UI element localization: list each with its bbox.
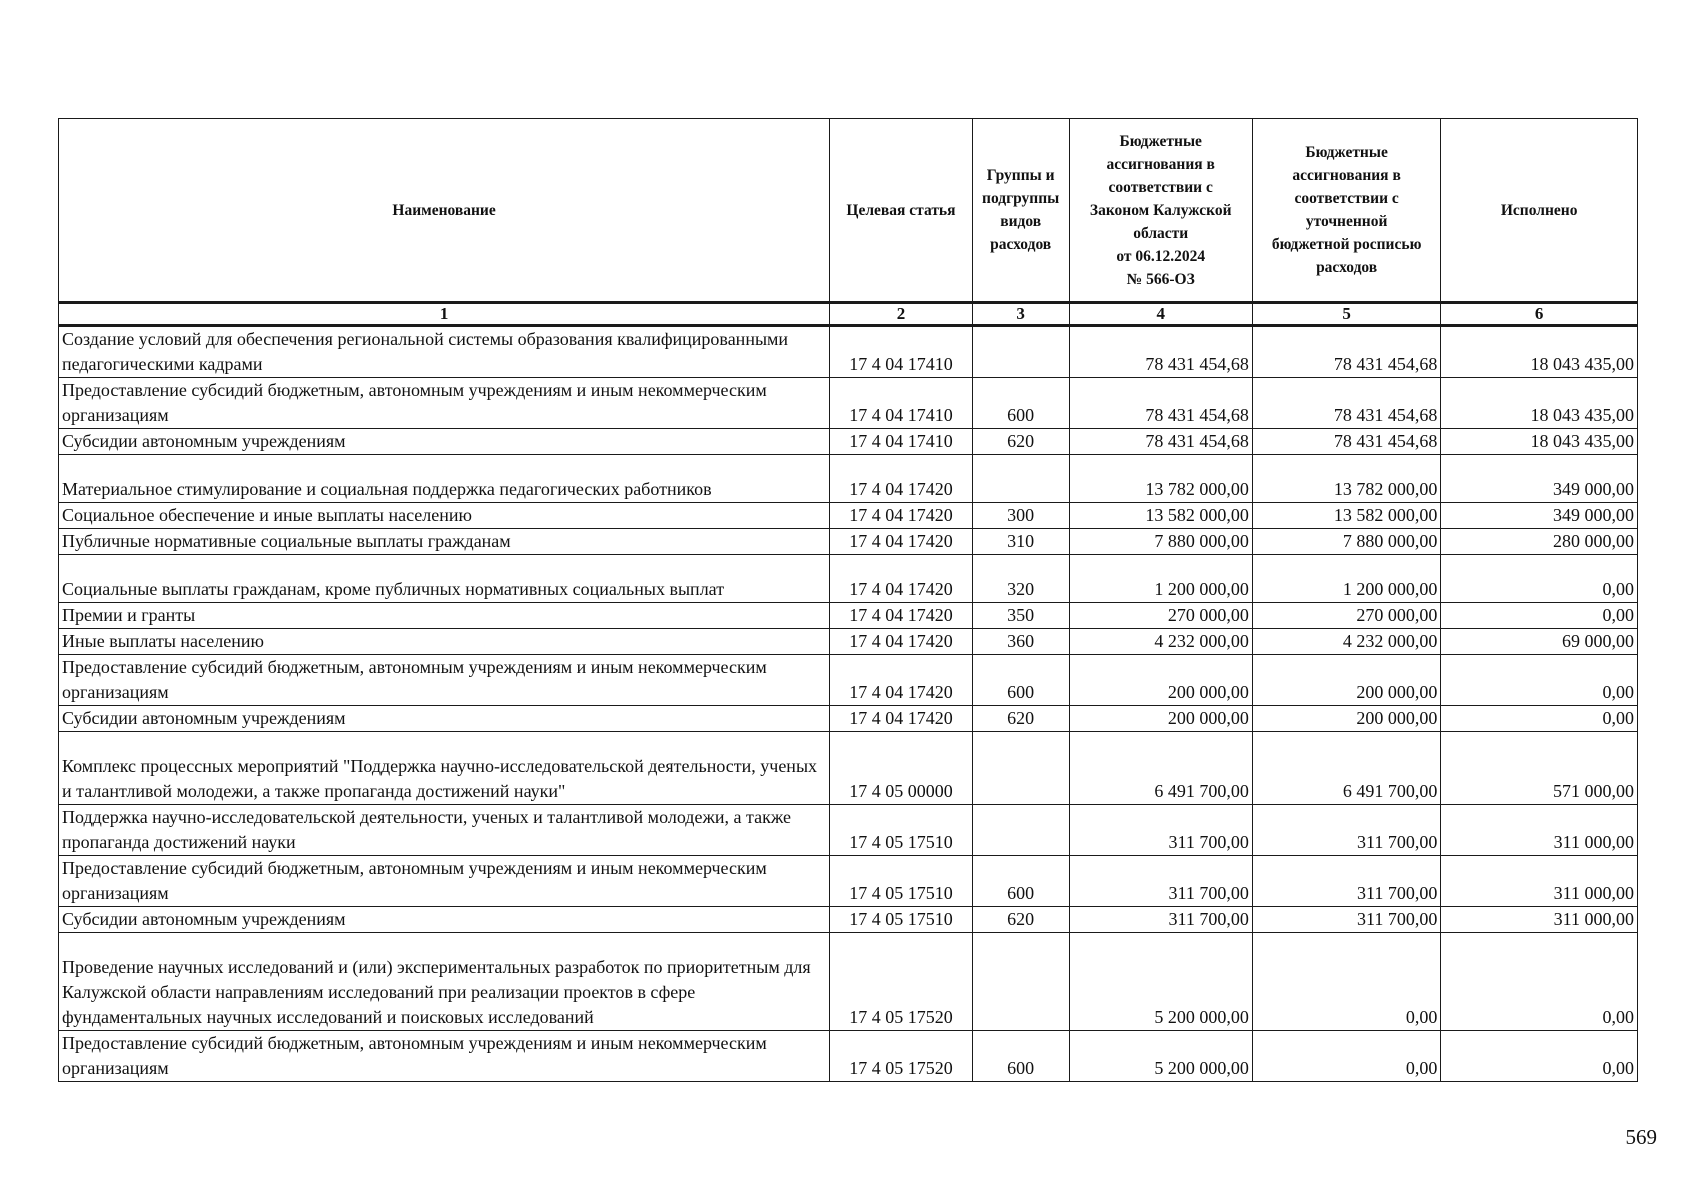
cell-name: Предоставление субсидий бюджетным, автономным учреждениям и иным некоммерческим организациям bbox=[59, 378, 830, 429]
table-row bbox=[59, 555, 1638, 603]
table-row bbox=[59, 326, 1638, 378]
cell-name: Субсидии автономным учреждениям bbox=[59, 706, 830, 732]
cell-name: Материальное стимулирование и социальная поддержка педагогических работников bbox=[59, 455, 830, 503]
cell-executed-amount: 0,00 bbox=[1441, 706, 1638, 732]
header-refined-appropriations bbox=[1252, 119, 1440, 303]
table-row bbox=[59, 455, 1638, 503]
cell-target-article: 17 4 04 17420 bbox=[830, 603, 973, 629]
budget-table-sheet bbox=[58, 118, 1638, 1082]
header-law-appropriations bbox=[1069, 119, 1252, 303]
cell-target-article: 17 4 05 17510 bbox=[830, 805, 973, 856]
header-executed: Исполнено bbox=[1441, 119, 1638, 303]
cell-refined-amount: 7 880 000,00 bbox=[1252, 529, 1440, 555]
cell-refined-amount: 311 700,00 bbox=[1252, 856, 1440, 907]
cell-expense-group: 600 bbox=[972, 378, 1069, 429]
cell-law-amount: 200 000,00 bbox=[1069, 706, 1252, 732]
cell-name: Субсидии автономным учреждениям bbox=[59, 429, 830, 455]
cell-refined-amount: 200 000,00 bbox=[1252, 706, 1440, 732]
header-law-line: Законом Калужской bbox=[1089, 201, 1232, 219]
cell-executed-amount: 18 043 435,00 bbox=[1441, 429, 1638, 455]
cell-target-article: 17 4 04 17420 bbox=[830, 655, 973, 706]
table-row bbox=[59, 655, 1638, 706]
header-refined-line: уточненной bbox=[1305, 213, 1388, 230]
cell-name: Социальные выплаты гражданам, кроме публичных нормативных социальных выплат bbox=[59, 555, 830, 603]
cell-expense-group: 600 bbox=[972, 856, 1069, 907]
cell-target-article: 17 4 05 17520 bbox=[830, 1031, 973, 1082]
cell-target-article: 17 4 04 17410 bbox=[830, 326, 973, 378]
cell-expense-group: 600 bbox=[972, 655, 1069, 706]
cell-name: Предоставление субсидий бюджетным, автономным учреждениям и иным некоммерческим организациям bbox=[59, 856, 830, 907]
cell-target-article: 17 4 04 17420 bbox=[830, 706, 973, 732]
cell-name: Поддержка научно-исследовательской деятельности, ученых и талантливой молодежи, а также пропаганда достижений науки bbox=[59, 805, 830, 856]
cell-law-amount: 311 700,00 bbox=[1069, 856, 1252, 907]
cell-law-amount: 4 232 000,00 bbox=[1069, 629, 1252, 655]
cell-refined-amount: 0,00 bbox=[1252, 933, 1440, 1031]
cell-name: Премии и гранты bbox=[59, 603, 830, 629]
cell-expense-group: 620 bbox=[972, 429, 1069, 455]
cell-refined-amount: 78 431 454,68 bbox=[1252, 326, 1440, 378]
cell-expense-group: 350 bbox=[972, 603, 1069, 629]
cell-expense-group bbox=[972, 455, 1069, 503]
cell-law-amount: 1 200 000,00 bbox=[1069, 555, 1252, 603]
cell-executed-amount: 571 000,00 bbox=[1441, 732, 1638, 805]
cell-executed-amount: 69 000,00 bbox=[1441, 629, 1638, 655]
cell-expense-group: 360 bbox=[972, 629, 1069, 655]
table-row bbox=[59, 603, 1638, 629]
column-number: 3 bbox=[972, 303, 1069, 326]
cell-law-amount: 78 431 454,68 bbox=[1069, 326, 1252, 378]
cell-refined-amount: 311 700,00 bbox=[1252, 805, 1440, 856]
cell-expense-group: 300 bbox=[972, 503, 1069, 529]
cell-expense-group bbox=[972, 326, 1069, 378]
column-number-row bbox=[59, 303, 1638, 326]
cell-law-amount: 78 431 454,68 bbox=[1069, 378, 1252, 429]
table-header-row bbox=[59, 119, 1638, 303]
page-number: 569 bbox=[1625, 1125, 1657, 1149]
cell-law-amount: 78 431 454,68 bbox=[1069, 429, 1252, 455]
cell-expense-group bbox=[972, 805, 1069, 856]
cell-target-article: 17 4 04 17410 bbox=[830, 429, 973, 455]
cell-refined-amount: 6 491 700,00 bbox=[1252, 732, 1440, 805]
table-row bbox=[59, 503, 1638, 529]
header-refined-line: соответствии с bbox=[1294, 190, 1399, 207]
cell-name: Публичные нормативные социальные выплаты гражданам bbox=[59, 529, 830, 555]
cell-target-article: 17 4 04 17420 bbox=[830, 555, 973, 603]
cell-target-article: 17 4 05 17510 bbox=[830, 856, 973, 907]
table-row bbox=[59, 529, 1638, 555]
cell-expense-group: 620 bbox=[972, 706, 1069, 732]
column-number: 1 bbox=[59, 303, 830, 326]
cell-expense-group: 620 bbox=[972, 907, 1069, 933]
cell-executed-amount: 18 043 435,00 bbox=[1441, 378, 1638, 429]
cell-name: Создание условий для обеспечения региональной системы образования квалифицированными педагогическими кадрами bbox=[59, 326, 830, 378]
cell-target-article: 17 4 04 17420 bbox=[830, 455, 973, 503]
column-number: 4 bbox=[1069, 303, 1252, 326]
header-refined-line: Бюджетные bbox=[1305, 144, 1388, 161]
table-row bbox=[59, 429, 1638, 455]
cell-executed-amount: 311 000,00 bbox=[1441, 856, 1638, 907]
cell-expense-group: 600 bbox=[972, 1031, 1069, 1082]
cell-refined-amount: 4 232 000,00 bbox=[1252, 629, 1440, 655]
cell-name: Проведение научных исследований и (или) экспериментальных разработок по приоритетным для Калужской области направлениям исследований при реализации проектов в сфере фундаментальных научных исследований и поисковых исследований bbox=[59, 933, 830, 1031]
column-number: 6 bbox=[1441, 303, 1638, 326]
cell-expense-group: 320 bbox=[972, 555, 1069, 603]
table-row bbox=[59, 933, 1638, 1031]
header-law-line: соответствии с bbox=[1108, 178, 1213, 196]
cell-target-article: 17 4 04 17410 bbox=[830, 378, 973, 429]
cell-name: Предоставление субсидий бюджетным, автономным учреждениям и иным некоммерческим организациям bbox=[59, 655, 830, 706]
cell-law-amount: 200 000,00 bbox=[1069, 655, 1252, 706]
cell-name: Иные выплаты населению bbox=[59, 629, 830, 655]
table-row bbox=[59, 907, 1638, 933]
cell-executed-amount: 349 000,00 bbox=[1441, 455, 1638, 503]
header-refined-line: бюджетной росписью bbox=[1271, 236, 1422, 253]
header-law-line: Бюджетные bbox=[1119, 132, 1202, 150]
cell-name: Социальное обеспечение и иные выплаты населению bbox=[59, 503, 830, 529]
cell-refined-amount: 78 431 454,68 bbox=[1252, 378, 1440, 429]
cell-refined-amount: 270 000,00 bbox=[1252, 603, 1440, 629]
cell-executed-amount: 280 000,00 bbox=[1441, 529, 1638, 555]
cell-refined-amount: 1 200 000,00 bbox=[1252, 555, 1440, 603]
cell-target-article: 17 4 04 17420 bbox=[830, 529, 973, 555]
header-expense-groups: Группы и подгруппы видов расходов bbox=[972, 119, 1069, 303]
column-number: 5 bbox=[1252, 303, 1440, 326]
cell-executed-amount: 311 000,00 bbox=[1441, 907, 1638, 933]
cell-refined-amount: 0,00 bbox=[1252, 1031, 1440, 1082]
table-row bbox=[59, 629, 1638, 655]
table-row bbox=[59, 706, 1638, 732]
cell-law-amount: 311 700,00 bbox=[1069, 907, 1252, 933]
cell-executed-amount: 0,00 bbox=[1441, 603, 1638, 629]
header-refined-line: расходов bbox=[1316, 259, 1378, 276]
cell-law-amount: 5 200 000,00 bbox=[1069, 1031, 1252, 1082]
cell-refined-amount: 311 700,00 bbox=[1252, 907, 1440, 933]
header-name: Наименование bbox=[59, 119, 830, 303]
cell-target-article: 17 4 05 17520 bbox=[830, 933, 973, 1031]
header-law-line: ассигнования в bbox=[1106, 155, 1215, 173]
header-target-article: Целевая статья bbox=[830, 119, 973, 303]
table-body bbox=[59, 326, 1638, 1082]
cell-law-amount: 6 491 700,00 bbox=[1069, 732, 1252, 805]
cell-law-amount: 7 880 000,00 bbox=[1069, 529, 1252, 555]
table-row bbox=[59, 378, 1638, 429]
cell-law-amount: 13 582 000,00 bbox=[1069, 503, 1252, 529]
header-law-line: области bbox=[1133, 224, 1189, 242]
cell-refined-amount: 13 582 000,00 bbox=[1252, 503, 1440, 529]
table-row bbox=[59, 805, 1638, 856]
table-row bbox=[59, 856, 1638, 907]
cell-target-article: 17 4 04 17420 bbox=[830, 629, 973, 655]
cell-law-amount: 311 700,00 bbox=[1069, 805, 1252, 856]
cell-executed-amount: 0,00 bbox=[1441, 933, 1638, 1031]
cell-refined-amount: 78 431 454,68 bbox=[1252, 429, 1440, 455]
cell-name: Предоставление субсидий бюджетным, автономным учреждениям и иным некоммерческим организациям bbox=[59, 1031, 830, 1082]
table-row bbox=[59, 1031, 1638, 1082]
cell-executed-amount: 0,00 bbox=[1441, 555, 1638, 603]
cell-law-amount: 270 000,00 bbox=[1069, 603, 1252, 629]
budget-table bbox=[58, 118, 1638, 1082]
cell-target-article: 17 4 05 17510 bbox=[830, 907, 973, 933]
cell-refined-amount: 13 782 000,00 bbox=[1252, 455, 1440, 503]
cell-law-amount: 5 200 000,00 bbox=[1069, 933, 1252, 1031]
header-law-line: от 06.12.2024 bbox=[1116, 247, 1206, 265]
cell-refined-amount: 200 000,00 bbox=[1252, 655, 1440, 706]
cell-expense-group: 310 bbox=[972, 529, 1069, 555]
cell-name: Комплекс процессных мероприятий "Поддержка научно-исследовательской деятельности, ученых и талантливой молодежи, а также пропаганда достижений науки" bbox=[59, 732, 830, 805]
cell-executed-amount: 349 000,00 bbox=[1441, 503, 1638, 529]
cell-expense-group bbox=[972, 732, 1069, 805]
column-number: 2 bbox=[830, 303, 973, 326]
cell-target-article: 17 4 04 17420 bbox=[830, 503, 973, 529]
cell-law-amount: 13 782 000,00 bbox=[1069, 455, 1252, 503]
header-law-line: № 566-ОЗ bbox=[1126, 270, 1195, 288]
cell-expense-group bbox=[972, 933, 1069, 1031]
cell-executed-amount: 0,00 bbox=[1441, 655, 1638, 706]
cell-executed-amount: 18 043 435,00 bbox=[1441, 326, 1638, 378]
cell-executed-amount: 311 000,00 bbox=[1441, 805, 1638, 856]
cell-name: Субсидии автономным учреждениям bbox=[59, 907, 830, 933]
cell-executed-amount: 0,00 bbox=[1441, 1031, 1638, 1082]
cell-target-article: 17 4 05 00000 bbox=[830, 732, 973, 805]
table-row bbox=[59, 732, 1638, 805]
header-refined-line: ассигнования в bbox=[1292, 167, 1401, 184]
